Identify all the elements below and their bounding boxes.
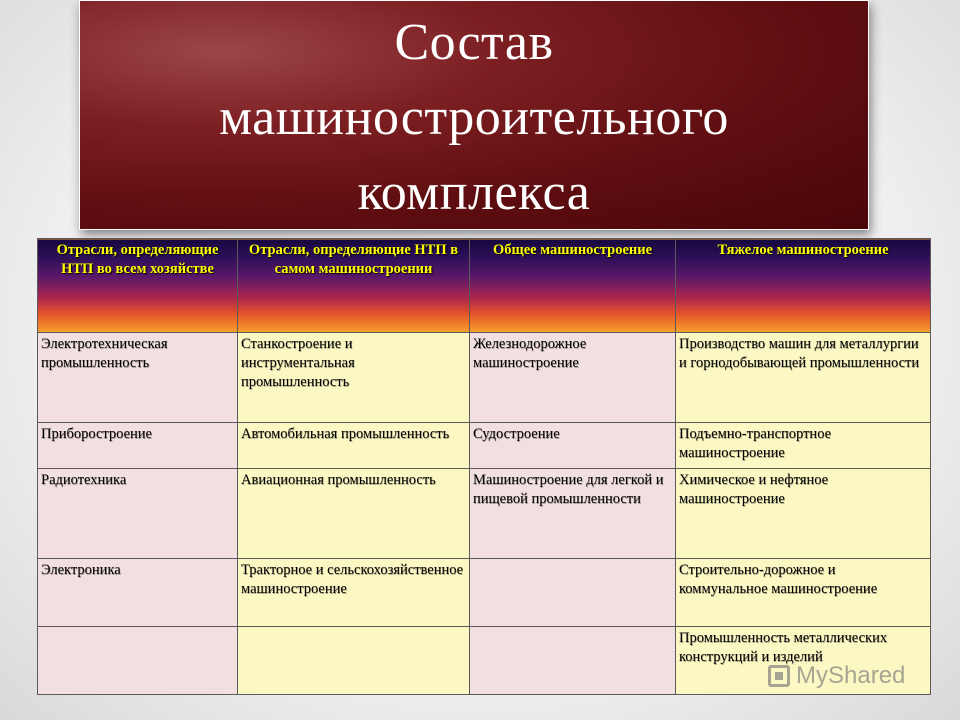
slide-title	[80, 5, 868, 230]
table-cell: Станкостроение и инструментальная промышленность	[238, 333, 470, 423]
table-row	[38, 423, 931, 469]
myshared-logo-icon	[768, 665, 790, 687]
table-cell: Химическое и нефтяное машиностроение	[676, 469, 931, 559]
table-cell: Тракторное и сельскохозяйственное машиностроение	[238, 559, 470, 627]
table-row	[38, 469, 931, 559]
header-cell: Общее машиностроение	[470, 239, 676, 333]
table-cell: Судостроение	[470, 423, 676, 469]
table-cell: Электротехническая промышленность	[38, 333, 238, 423]
table-header-row	[38, 239, 931, 333]
table-cell: Радиотехника	[38, 469, 238, 559]
table-cell	[470, 559, 676, 627]
table-cell: Автомобильная промышленность	[238, 423, 470, 469]
table-cell	[470, 627, 676, 695]
header-cell: Отрасли, определяющие НТП во всем хозяйстве	[38, 239, 238, 333]
table-cell: Подъемно-транспортное машиностроение	[676, 423, 931, 469]
table-cell: Машиностроение для легкой и пищевой промышленности	[470, 469, 676, 559]
table-cell: Электроника	[38, 559, 238, 627]
table-cell: Строительно-дорожное и коммунальное машиностроение	[676, 559, 931, 627]
table-cell: Промышленность металлических конструкций и изделий	[676, 627, 931, 695]
table-row	[38, 559, 931, 627]
table-row	[38, 333, 931, 423]
title-line-2: машиностроительного	[219, 89, 729, 146]
watermark	[768, 659, 928, 693]
header-cell: Тяжелое машиностроение	[676, 239, 931, 333]
table-cell: Железнодорожное машиностроение	[470, 333, 676, 423]
header-cell: Отрасли, определяющие НТП в самом машиностроении	[238, 239, 470, 333]
watermark-text: MyShared	[796, 662, 906, 689]
title-line-1: Состав	[394, 14, 554, 71]
title-banner	[79, 0, 869, 230]
table-cell: Приборостроение	[38, 423, 238, 469]
table-cell: Авиационная промышленность	[238, 469, 470, 559]
table-cell	[38, 627, 238, 695]
title-line-3: комплекса	[357, 164, 591, 221]
industry-table	[37, 238, 931, 695]
table-cell: Производство машин для металлургии и горнодобывающей промышленности	[676, 333, 931, 423]
table-cell	[238, 627, 470, 695]
